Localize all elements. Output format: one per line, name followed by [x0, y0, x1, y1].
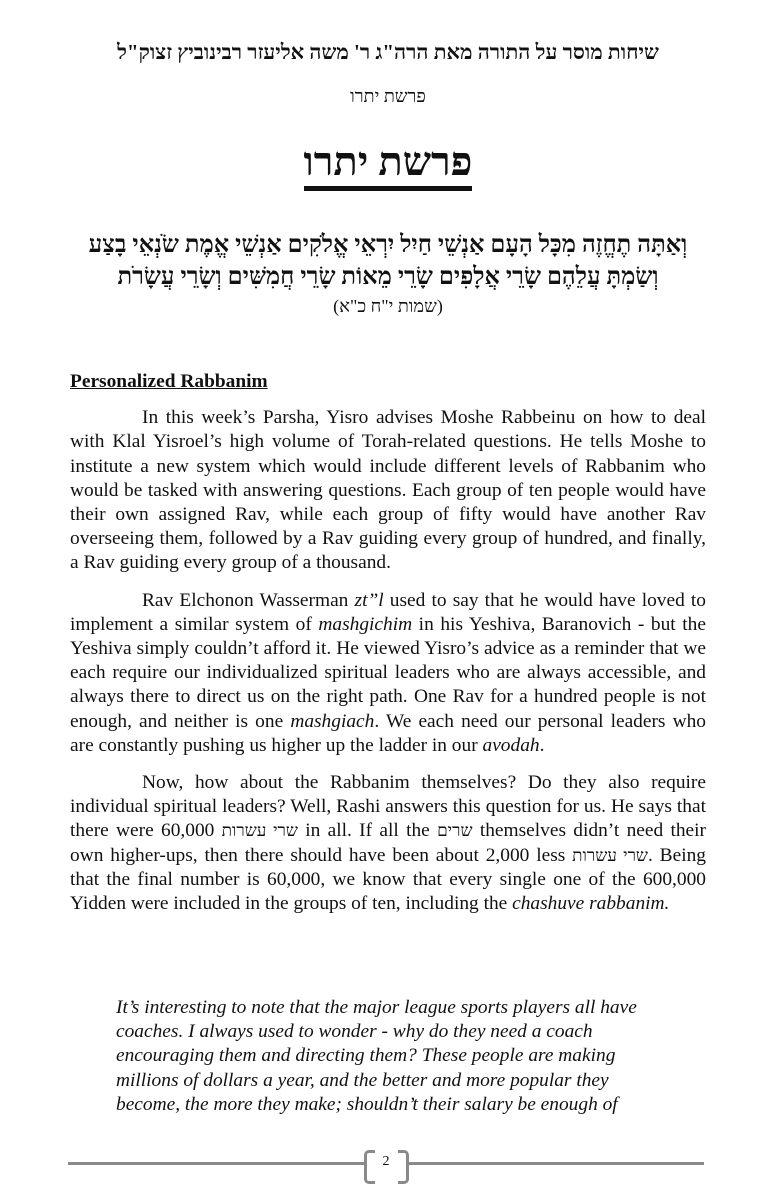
italic-text: avodah	[482, 734, 540, 756]
paragraph-1: In this week’s Parsha, Yisro advises Moshe Rabbeinu on how to deal with Klal Yisroel’s high volume of Torah-related questions. He tells Moshe to institute a new system which would include different levels of Rabbanim who would be tasked with answering questions. Each group of ten people would have their own assigned Rav, while each group of fifty would have another Rav overseeing them, followed by a Rav guiding every group of hundred, and finally, a Rav guiding every group of a thousand.	[70, 407, 706, 574]
verse-line-1: וְאַתָּה תֶחֱזֶה מִכָּל הָעָם אַנְשֵׁי חַיִל יִרְאֵי אֱלֹקִים אַנְשֵׁי אֱמֶת שֹׂנְאֵי בָצַע	[88, 232, 688, 258]
page-number: 2	[382, 1154, 390, 1169]
paragraph-2	[70, 589, 706, 758]
text: Now, how about the Rabbanim themselves? Do they also require individual spiritual leaders? Well, Rashi answers this question for us. He says that there were 60,000	[70, 772, 706, 842]
series-title: שיחות מוסר על התורה מאת הרה"ג ר' משה אליעזר רבינוביץ זצוק"ל	[117, 40, 659, 64]
hebrew-text: שרי עשרות	[221, 821, 298, 841]
footer-rule-right	[408, 1162, 704, 1165]
italic-text: mashgiach	[290, 710, 375, 732]
page-footer	[68, 1150, 704, 1184]
verse-line-2: וְשַׂמְתָּ עֲלֵהֶם שָׂרֵי אֲלָפִים שָׂרֵי מֵאוֹת שָׂרֵי חֲמִשִּׁים וְשָׂרֵי עֲשָׂרֹת	[117, 264, 659, 290]
text: Rav Elchonon Wasserman	[142, 589, 355, 611]
page-title	[0, 138, 776, 185]
block-quote: It’s interesting to note that the major league sports players all have coaches. I always used to wonder - why do they need a coach encouraging them and directing them? These people are making millions of dollars a year, and the better and more popular they become, the more they make; shouldn’t their salary be enough of	[116, 997, 637, 1115]
left-bracket	[364, 1150, 375, 1184]
text: .	[539, 734, 545, 756]
footer-rule-left	[68, 1162, 364, 1165]
text: in all. If all the	[297, 820, 438, 842]
section-heading: Personalized Rabbanim	[70, 371, 268, 392]
article-body	[70, 370, 706, 929]
parsha-subtitle: פרשת יתרו	[350, 86, 426, 106]
text: used to say that he would have loved to implement a similar system of	[70, 589, 707, 635]
hebrew-text: שרים	[437, 821, 473, 841]
verse-citation: (שמות י"ח כ"א)	[333, 296, 443, 316]
paragraph-3	[70, 771, 706, 916]
text: themselves didn’t need their own higher-ups, then there should have been about 2,000 less	[70, 820, 707, 866]
text: . Being that the final number is 60,000, we know that every single one of the 600,000 Yidden were included in the groups of ten, including the	[70, 844, 706, 915]
hebrew-text: שרי עשרות	[572, 845, 648, 865]
text: in his Yeshiva, Baranovich - but the Yeshiva simply couldn’t afford it. He viewed Yisro’s advice as a reminder that we each require our individualized spiritual leaders who are always accessible, and always there to direct us on the right path. One Rav for a hundred people is not enough, and neither is one	[70, 613, 706, 732]
right-bracket	[398, 1150, 409, 1184]
page-title-text: פרשת יתרו	[304, 139, 473, 191]
italic-text: zt”l	[354, 589, 384, 611]
text: . We each need our personal leaders who are constantly pushing us higher up the ladder in our	[70, 710, 706, 756]
italic-text: chashuve rabbanim.	[512, 893, 670, 915]
italic-text: mashgichim	[318, 613, 413, 635]
